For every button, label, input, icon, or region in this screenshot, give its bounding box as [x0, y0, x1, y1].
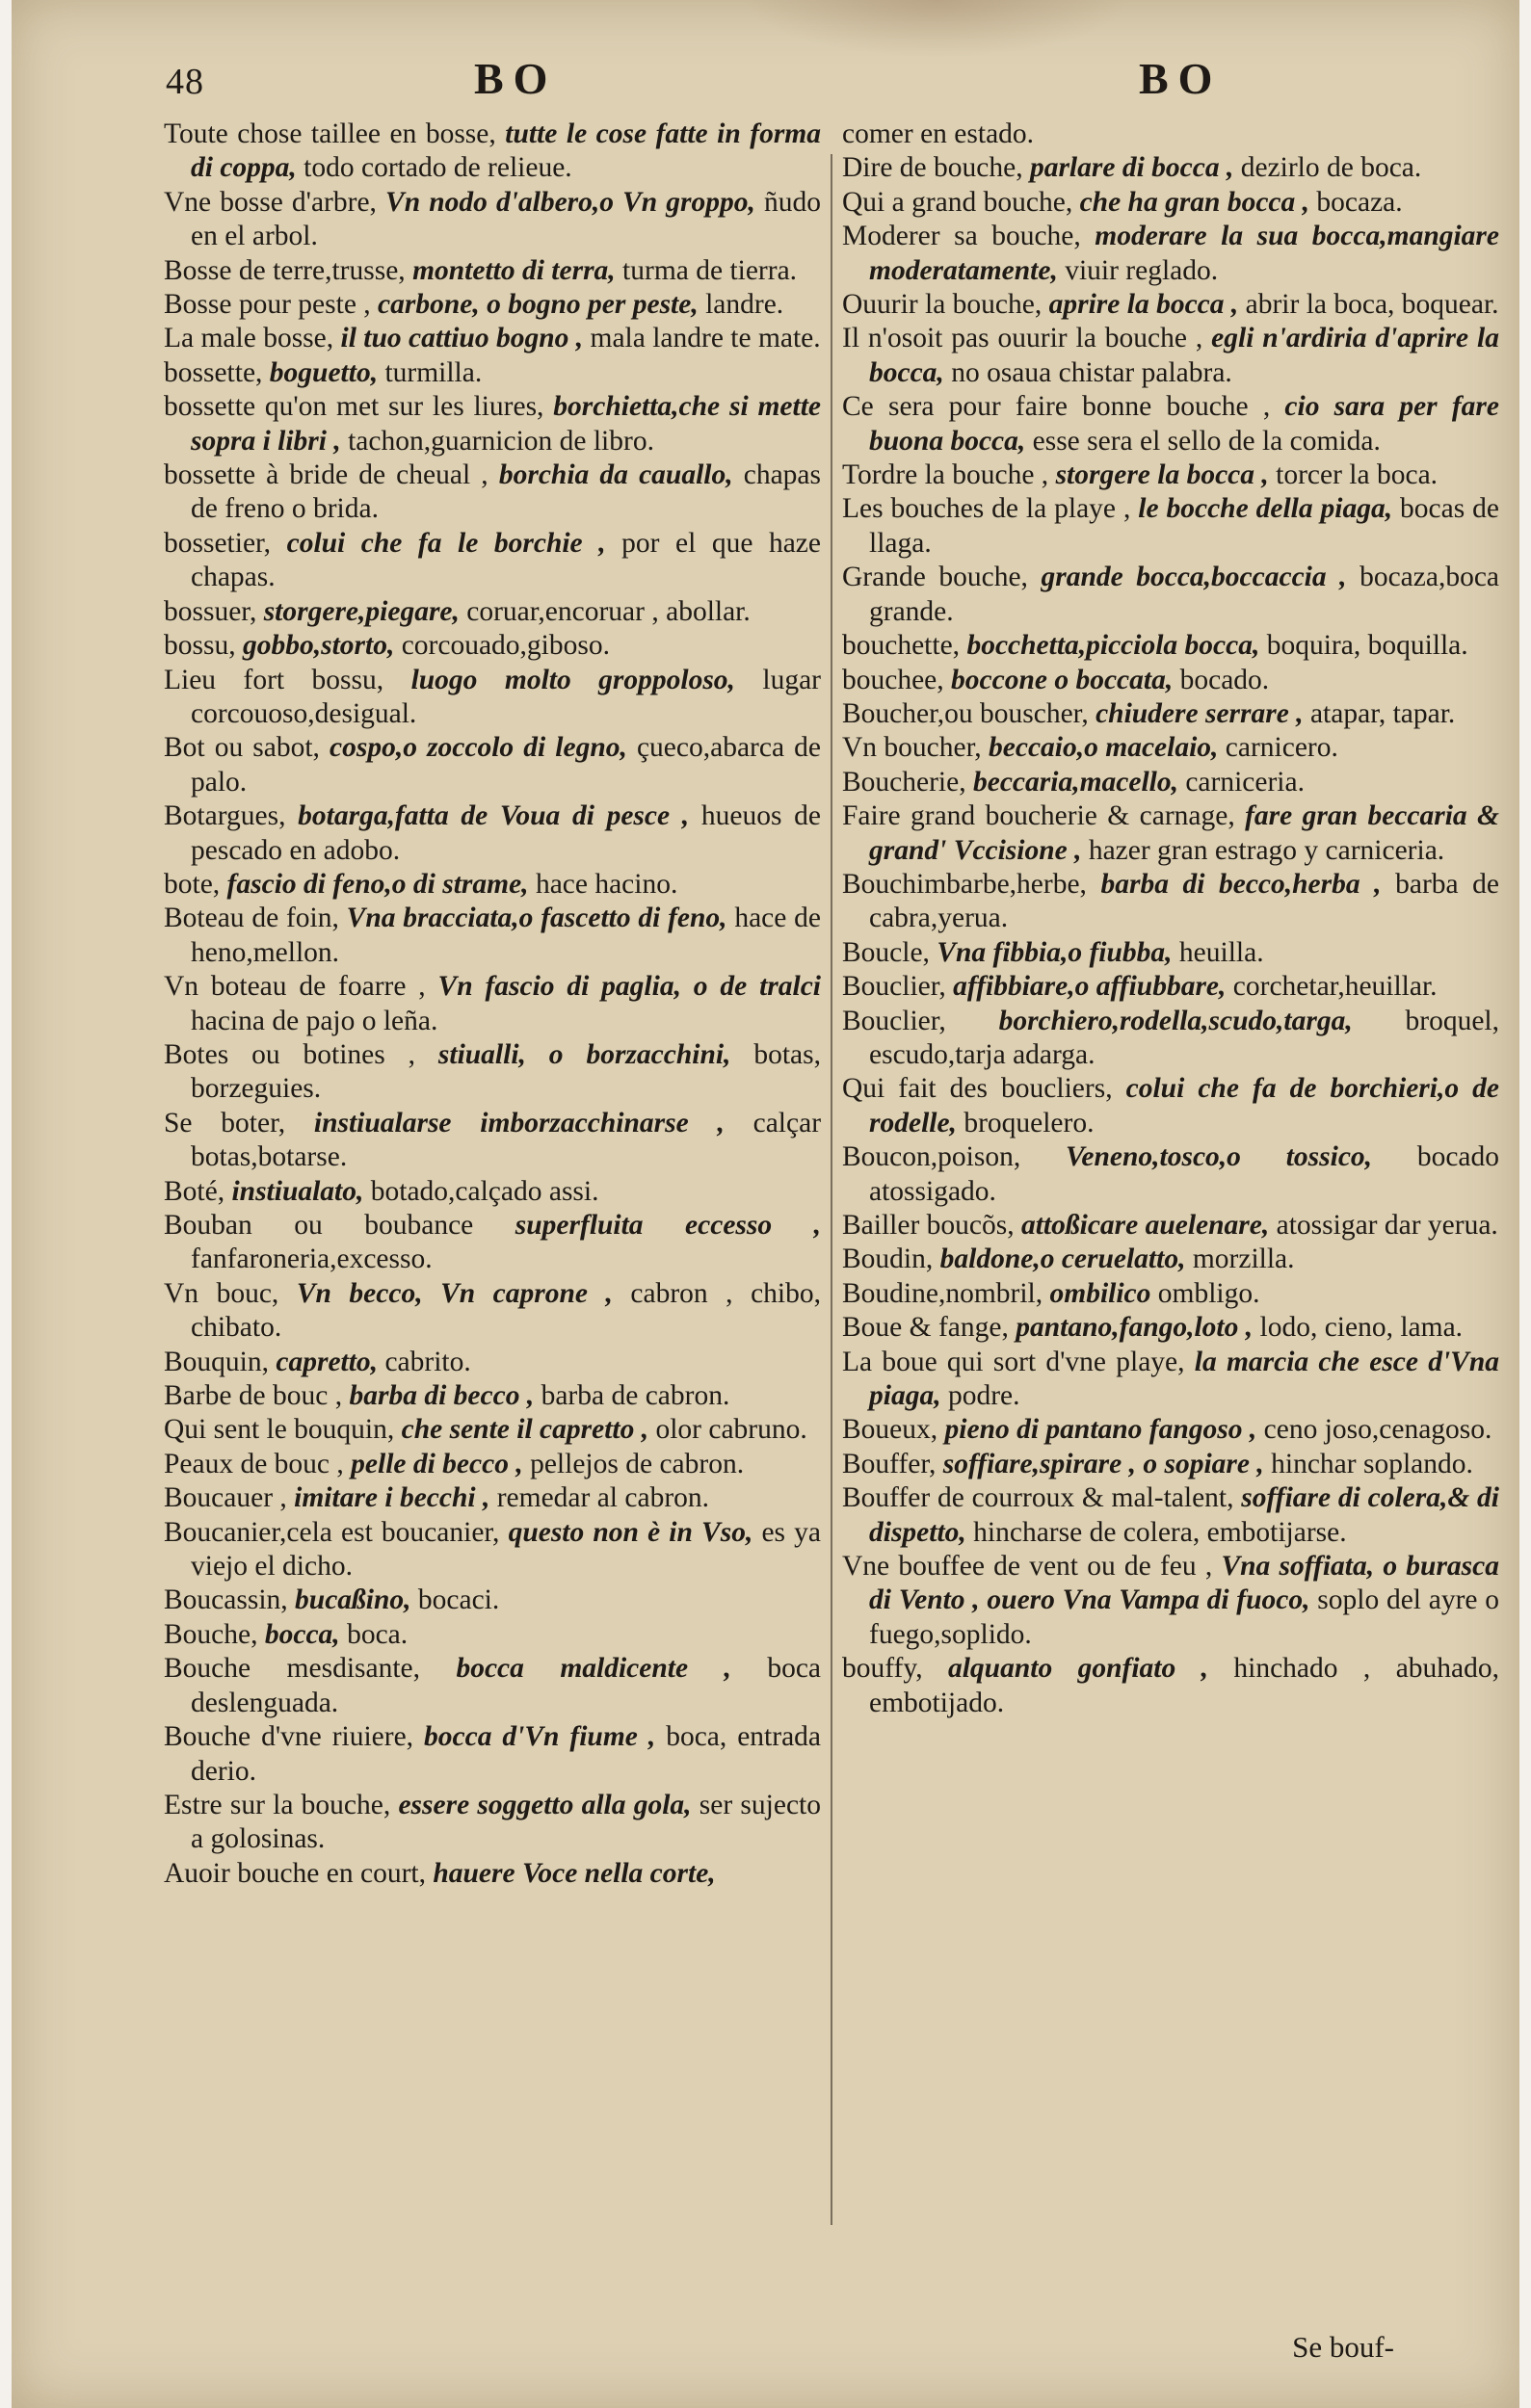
entry-spanish: cabrito.	[384, 1346, 471, 1377]
entry-spanish: hueuos de pescado en adobo.	[191, 800, 821, 866]
dictionary-entry	[842, 492, 1499, 561]
entry-headword: Toute chose taillee en bosse,	[164, 118, 496, 149]
entry-headword: bossette qu'on met sur les liures,	[164, 391, 544, 423]
dictionary-entry	[842, 1652, 1499, 1720]
dictionary-entry	[842, 186, 1499, 220]
entry-italian: cospo,o zoccolo di legno,	[330, 732, 627, 764]
entry-headword: bossetier,	[164, 527, 272, 559]
dictionary-entry	[842, 288, 1499, 322]
dictionary-entry	[164, 799, 821, 868]
entry-italian: ombilico	[1049, 1277, 1151, 1309]
entry-italian: instiualato,	[231, 1175, 364, 1207]
dictionary-entry	[842, 1072, 1499, 1140]
entry-spanish: comer en estado.	[842, 118, 1035, 149]
entry-headword: Bouclier,	[842, 1005, 946, 1036]
entry-italian: fascio di feno,o di strame,	[226, 868, 529, 900]
entry-spanish: hincharse de colera, embotijarse.	[973, 1516, 1347, 1548]
entry-italian: soffiare di colera,& di dispetto,	[869, 1482, 1499, 1548]
entry-headword: Bouche,	[164, 1618, 258, 1650]
entry-headword: Estre sur la bouche,	[164, 1789, 391, 1820]
dictionary-entry	[842, 1140, 1499, 1209]
entry-spanish: bocas de llaga.	[869, 493, 1499, 559]
entry-spanish: hinchado , abuhado, embotijado.	[869, 1653, 1499, 1718]
entry-italian: pelle di becco ,	[351, 1448, 523, 1479]
entry-spanish: çueco,abarca de palo.	[191, 732, 821, 798]
dictionary-entry	[842, 766, 1499, 799]
entry-headword: Bouban ou boubance	[164, 1210, 474, 1241]
entry-headword: Ce sera pour faire bonne bouche ,	[842, 391, 1271, 423]
entry-italian: Vna fibbia,o fiubba,	[937, 936, 1173, 968]
entry-spanish: ser sujecto a golosinas.	[191, 1789, 821, 1855]
entry-italian: imitare i becchi ,	[294, 1482, 490, 1514]
dictionary-entry	[164, 254, 821, 288]
entry-italian: bocca d'Vn fiume ,	[424, 1721, 656, 1753]
entry-headword: Boudine,nombril,	[842, 1277, 1043, 1309]
entry-spanish: carnicero.	[1225, 732, 1338, 764]
entry-spanish: dezirlo de boca.	[1240, 152, 1422, 184]
entry-spanish: botado,calçado assi.	[370, 1175, 599, 1207]
entry-spanish: bocado.	[1179, 664, 1270, 695]
dictionary-entry	[842, 1346, 1499, 1414]
dictionary-entry	[164, 1209, 821, 1277]
entry-spanish: esse sera el sello de la comida.	[1032, 425, 1381, 457]
entry-italian: carbone, o bogno per peste,	[378, 289, 699, 321]
entry-spanish: barba de cabra,yerua.	[869, 868, 1499, 934]
dictionary-entry	[164, 1789, 821, 1857]
entry-spanish: carniceria.	[1185, 766, 1305, 798]
dictionary-entry	[164, 1584, 821, 1617]
entry-headword: bouchette,	[842, 630, 961, 662]
entry-italian: barba di becco,herba ,	[1100, 868, 1382, 900]
entry-headword: bouffy,	[842, 1653, 923, 1685]
entry-headword: Vne bouffee de vent ou de feu ,	[842, 1551, 1213, 1583]
entry-headword: Bouffer de courroux & mal-talent,	[842, 1482, 1234, 1514]
entry-headword: Boucon,poison,	[842, 1141, 1021, 1173]
entry-italian: capretto,	[276, 1346, 379, 1377]
entry-headword: Vn boteau de foarre ,	[164, 971, 426, 1003]
dictionary-entry	[164, 629, 821, 663]
dictionary-entry	[842, 151, 1499, 185]
entry-headword: Boucle,	[842, 936, 930, 968]
dictionary-entry	[164, 664, 821, 732]
running-head-left: BO	[474, 54, 558, 103]
entry-spanish: morzilla.	[1192, 1243, 1295, 1275]
entry-headword: La male bosse,	[164, 323, 334, 354]
entry-italian: Vna bracciata,o fascetto di feno,	[346, 903, 727, 934]
entry-italian: barba di becco ,	[349, 1380, 535, 1412]
entry-italian: superfluita eccesso ,	[515, 1210, 821, 1241]
entry-headword: Il n'osoit pas ouurir la bouche ,	[842, 323, 1203, 354]
entry-spanish: bocado atossigado.	[869, 1141, 1499, 1207]
dictionary-entry	[842, 458, 1499, 492]
entry-headword: Tordre la bouche ,	[842, 459, 1049, 491]
dictionary-entry	[842, 1448, 1499, 1481]
entry-headword: Barbe de bouc ,	[164, 1380, 343, 1412]
entry-headword: Se boter,	[164, 1107, 286, 1139]
dictionary-entry	[164, 731, 821, 799]
entry-spanish: viuir reglado.	[1065, 254, 1219, 286]
entry-spanish: atapar, tapar.	[1309, 697, 1456, 729]
entry-headword: Boucanier,cela est boucanier,	[164, 1516, 500, 1548]
right-column	[842, 118, 1499, 2304]
entry-italian: hauere Voce nella corte,	[433, 1857, 716, 1889]
dictionary-entry	[842, 322, 1499, 390]
entry-italian: attoßicare auelenare,	[1020, 1210, 1270, 1241]
entry-spanish: atossigar dar yerua.	[1276, 1210, 1498, 1241]
entry-headword: Bouche mesdisante,	[164, 1653, 421, 1685]
dictionary-entry	[164, 1346, 821, 1379]
dictionary-entry	[842, 561, 1499, 629]
entry-italian: colui che fa le borchie ,	[286, 527, 606, 559]
dictionary-entry	[164, 1652, 821, 1720]
entry-headword: Bouclier,	[842, 971, 946, 1003]
entry-italian: boguetto,	[269, 356, 379, 388]
entry-spanish: fanfaroneria,excesso.	[191, 1243, 433, 1275]
entry-italian: gobbo,storto,	[242, 630, 395, 662]
dictionary-entry	[842, 1311, 1499, 1345]
dictionary-entry	[164, 868, 821, 902]
entry-italian: colui che fa de borchieri,o de rodelle,	[869, 1073, 1499, 1139]
entry-spanish: broquelero.	[963, 1107, 1095, 1139]
entry-spanish: turma de tierra.	[622, 254, 798, 286]
dictionary-entry	[164, 356, 821, 390]
entry-headword: La boue qui sort d'vne playe,	[842, 1346, 1185, 1377]
entry-headword: Qui fait des boucliers,	[842, 1073, 1113, 1105]
entry-italian: bocca,	[264, 1618, 340, 1650]
dictionary-entry	[842, 1481, 1499, 1550]
dictionary-entry	[842, 118, 1499, 151]
entry-italian: che ha gran bocca ,	[1079, 186, 1310, 218]
page-header	[12, 53, 1519, 120]
entry-headword: Boudin,	[842, 1243, 934, 1275]
entry-headword: Qui sent le bouquin,	[164, 1414, 395, 1446]
entry-headword: Boucassin,	[164, 1584, 288, 1616]
entry-spanish: coruar,encoruar , abollar.	[466, 595, 751, 627]
dictionary-entry	[842, 1277, 1499, 1311]
entry-headword: Boteau de foin,	[164, 903, 339, 934]
entry-spanish: corchetar,heuillar.	[1232, 971, 1438, 1003]
entry-headword: Faire grand boucherie & carnage,	[842, 800, 1235, 832]
dictionary-entry	[842, 1413, 1499, 1447]
entry-headword: Moderer sa bouche,	[842, 221, 1081, 252]
entry-italian: fare gran beccaria & grand' Vccisione ,	[869, 800, 1499, 866]
entry-headword: Vn boucher,	[842, 732, 982, 764]
entry-spanish: hace hacino.	[535, 868, 678, 900]
entry-headword: Grande bouche,	[842, 562, 1028, 593]
entry-italian: affibbiare,o affiubbare,	[953, 971, 1227, 1003]
entry-headword: Bosse de terre,trusse,	[164, 254, 406, 286]
entry-spanish: lodo, cieno, lama.	[1259, 1312, 1464, 1344]
entry-headword: Bosse pour peste ,	[164, 289, 371, 321]
dictionary-entry	[842, 1005, 1499, 1073]
entry-headword: Botes ou botines ,	[164, 1038, 415, 1070]
entry-italian: baldone,o ceruelatto,	[939, 1243, 1186, 1275]
entry-headword: Vn bouc,	[164, 1277, 279, 1309]
entry-headword: Boue & fange,	[842, 1312, 1009, 1344]
dictionary-entry	[842, 1209, 1499, 1243]
dictionary-entry	[842, 664, 1499, 697]
entry-italian: Vna soffiata, o burasca di Vento , ouero Vna Vampa di fuoco,	[869, 1551, 1499, 1616]
entry-italian: bocca maldicente ,	[456, 1653, 731, 1685]
entry-spanish: broquel, escudo,tarja adarga.	[869, 1005, 1499, 1070]
dictionary-entry	[842, 220, 1499, 288]
entry-spanish: no osaua chistar palabra.	[951, 356, 1232, 388]
entry-italian: borchietta,che si mette sopra i libri ,	[191, 391, 821, 457]
dictionary-page	[12, 0, 1519, 2408]
dictionary-entry	[164, 1720, 821, 1789]
dictionary-entry	[164, 970, 821, 1038]
entry-italian: Veneno,tosco,o tossico,	[1066, 1141, 1373, 1173]
entry-italian: pantano,fango,loto ,	[1016, 1312, 1254, 1344]
dictionary-entry	[164, 1277, 821, 1346]
entry-italian: tutte le cose fatte in forma di coppa,	[191, 118, 821, 184]
entry-headword: Boucher,ou bouscher,	[842, 697, 1089, 729]
entry-italian: essere soggetto alla gola,	[398, 1789, 692, 1820]
entry-italian: borchia da cauallo,	[498, 459, 733, 491]
dictionary-entry	[842, 629, 1499, 663]
dictionary-entry	[164, 595, 821, 629]
dictionary-entry	[842, 697, 1499, 731]
dictionary-entry	[164, 1448, 821, 1481]
entry-headword: bossette,	[164, 356, 263, 388]
entry-italian: questo non è in Vso,	[508, 1516, 753, 1548]
entry-spanish: hinchar soplando.	[1271, 1448, 1473, 1479]
entry-headword: Qui a grand bouche,	[842, 186, 1073, 218]
entry-italian: la marcia che esce d'Vna piaga,	[869, 1346, 1499, 1412]
column-divider	[831, 154, 832, 2225]
entry-italian: bocchetta,picciola bocca,	[966, 630, 1260, 662]
entry-headword: Boté,	[164, 1175, 225, 1207]
entry-headword: Boucauer ,	[164, 1482, 287, 1514]
dictionary-entry	[842, 731, 1499, 765]
entry-italian: boccone o boccata,	[951, 664, 1174, 695]
entry-spanish: barba de cabron.	[541, 1380, 730, 1412]
entry-headword: Dire de bouche,	[842, 152, 1023, 184]
entry-headword: Peaux de bouc ,	[164, 1448, 344, 1479]
entry-spanish: olor cabruno.	[655, 1414, 807, 1446]
entry-headword: Les bouches de la playe ,	[842, 493, 1131, 525]
entry-spanish: botas, borzeguies.	[191, 1038, 821, 1105]
dictionary-entry	[842, 936, 1499, 970]
entry-headword: Boueux,	[842, 1414, 938, 1446]
entry-spanish: podre.	[947, 1380, 1020, 1412]
entry-headword: Vne bosse d'arbre,	[164, 186, 377, 218]
dictionary-entry	[842, 1243, 1499, 1276]
entry-headword: Bailler boucõs,	[842, 1210, 1015, 1241]
page-number: 48	[166, 62, 204, 102]
entry-italian: parlare di bocca ,	[1029, 152, 1234, 184]
catchword: Se bouf-	[1292, 2330, 1394, 2364]
entry-headword: Botargues,	[164, 800, 286, 832]
dictionary-entry	[164, 1481, 821, 1515]
entry-italian: il tuo cattiuo bogno ,	[340, 323, 584, 354]
entry-spanish: hazer gran estrago y carniceria.	[1088, 834, 1445, 866]
entry-italian: aprire la bocca ,	[1048, 289, 1239, 321]
dictionary-entry	[164, 186, 821, 254]
entry-italian: pieno di pantano fangoso ,	[944, 1414, 1257, 1446]
entry-headword: Bouffer,	[842, 1448, 937, 1479]
entry-italian: moderare la sua bocca,mangiare moderatamente,	[869, 221, 1499, 286]
entry-italian: beccaio,o macelaio,	[989, 732, 1219, 764]
entry-spanish: abrir la boca, boquear.	[1245, 289, 1499, 321]
entry-spanish: boca.	[347, 1618, 409, 1650]
entry-spanish: todo cortado de relieue.	[304, 152, 572, 184]
entry-spanish: bocaza.	[1316, 186, 1403, 218]
entry-spanish: ceno joso,cenagoso.	[1263, 1414, 1492, 1446]
dictionary-entry	[842, 1550, 1499, 1652]
entry-headword: Auoir bouche en court,	[164, 1857, 426, 1889]
entry-spanish: corcouado,giboso.	[401, 630, 610, 662]
dictionary-entry	[164, 288, 821, 322]
entry-italian: stiualli, o borzacchini,	[437, 1038, 731, 1070]
dictionary-entry	[164, 118, 821, 186]
entry-spanish: boca, entrada derio.	[191, 1721, 821, 1787]
entry-spanish: bocaza,boca grande.	[869, 562, 1499, 627]
entry-headword: bossette à bride de cheual ,	[164, 459, 488, 491]
entry-spanish: landre.	[705, 289, 784, 321]
dictionary-entry	[164, 1379, 821, 1413]
entry-spanish: boquira, boquilla.	[1266, 630, 1468, 662]
entry-headword: Bouchimbarbe,herbe,	[842, 868, 1087, 900]
dictionary-entry	[164, 1516, 821, 1584]
dictionary-entry	[842, 390, 1499, 458]
entry-italian: soffiare,spirare , o sopiare ,	[942, 1448, 1264, 1479]
dictionary-entry	[842, 799, 1499, 868]
entry-headword: Ouurir la bouche,	[842, 289, 1043, 321]
entry-italian: bucaßino,	[295, 1584, 411, 1616]
entry-headword: Bouche d'vne riuiere,	[164, 1721, 414, 1753]
entry-spanish: boca deslenguada.	[191, 1653, 821, 1718]
left-column	[164, 118, 821, 2304]
entry-italian: storgere la bocca ,	[1055, 459, 1269, 491]
entry-spanish: calçar botas,botarse.	[191, 1107, 821, 1173]
dictionary-entry	[164, 1618, 821, 1652]
entry-italian: Vn becco, Vn caprone ,	[296, 1277, 613, 1309]
entry-italian: botarga,fatta de Voua di pesce ,	[298, 800, 690, 832]
entry-italian: egli n'ardiria d'aprire la bocca,	[869, 323, 1499, 388]
entry-spanish: tachon,guarnicion de libro.	[348, 425, 654, 457]
entry-italian: storgere,piegare,	[263, 595, 460, 627]
entry-spanish: turmilla.	[384, 356, 483, 388]
entry-italian: le bocche della piaga,	[1138, 493, 1393, 525]
dictionary-entry	[164, 527, 821, 595]
entry-italian: cio sara per fare buona bocca,	[869, 391, 1499, 457]
entry-spanish: ombligo.	[1157, 1277, 1260, 1309]
dictionary-entry	[164, 1175, 821, 1209]
entry-italian: luogo molto groppoloso,	[410, 664, 735, 695]
entry-spanish: es ya viejo el dicho.	[191, 1516, 821, 1583]
entry-spanish: hace de heno,mellon.	[191, 903, 821, 968]
entry-spanish: pellejos de cabron.	[530, 1448, 745, 1479]
entry-headword: Bouquin,	[164, 1346, 269, 1377]
entry-italian: beccaria,macello,	[972, 766, 1178, 798]
entry-italian: montetto di terra,	[412, 254, 616, 286]
entry-italian: borchiero,rodella,scudo,targa,	[998, 1005, 1353, 1036]
entry-headword: Lieu fort bossu,	[164, 664, 384, 695]
dictionary-entry	[164, 1107, 821, 1175]
dictionary-entry	[842, 868, 1499, 936]
entry-italian: che sente il capretto ,	[401, 1414, 649, 1446]
dictionary-entry	[164, 322, 821, 355]
entry-spanish: heuilla.	[1178, 936, 1264, 968]
entry-italian: Vn nodo d'albero,o Vn groppo,	[385, 186, 755, 218]
entry-spanish: lugar corcouoso,desigual.	[191, 664, 821, 729]
entry-italian: grande bocca,boccaccia ,	[1041, 562, 1347, 593]
entry-spanish: soplo del ayre o fuego,soplido.	[869, 1584, 1499, 1650]
dictionary-entry	[164, 902, 821, 970]
entry-italian: instiualarse imborzacchinarse ,	[313, 1107, 725, 1139]
entry-headword: Bot ou sabot,	[164, 732, 320, 764]
entry-spanish: hacina de pajo o leña.	[191, 1005, 438, 1036]
entry-italian: Vn fascio di paglia, o de tralci	[437, 971, 821, 1003]
entry-spanish: ñudo en el arbol.	[191, 186, 821, 252]
entry-headword: bouchee,	[842, 664, 944, 695]
entry-headword: bote,	[164, 868, 221, 900]
entry-headword: bossu,	[164, 630, 236, 662]
entry-spanish: remedar al cabron.	[496, 1482, 710, 1514]
dictionary-entry	[164, 458, 821, 527]
running-head-right: BO	[1139, 54, 1223, 103]
dictionary-entry	[842, 970, 1499, 1004]
entry-italian: chiudere serrare ,	[1095, 697, 1304, 729]
entry-spanish: torcer la boca.	[1276, 459, 1439, 491]
entry-spanish: cabron , chibo, chibato.	[191, 1277, 821, 1344]
entry-headword: Boucherie,	[842, 766, 966, 798]
dictionary-entry	[164, 1857, 821, 1891]
dictionary-entry	[164, 390, 821, 458]
entry-spanish: por el que haze chapas.	[191, 527, 821, 593]
entry-spanish: bocaci.	[417, 1584, 500, 1616]
entry-spanish: mala landre te mate.	[590, 323, 821, 354]
entry-spanish: chapas de freno o brida.	[191, 459, 821, 525]
entry-italian: alquanto gonfiato ,	[947, 1653, 1208, 1685]
entry-headword: bossuer,	[164, 595, 257, 627]
dictionary-entry	[164, 1038, 821, 1107]
dictionary-entry	[164, 1413, 821, 1447]
